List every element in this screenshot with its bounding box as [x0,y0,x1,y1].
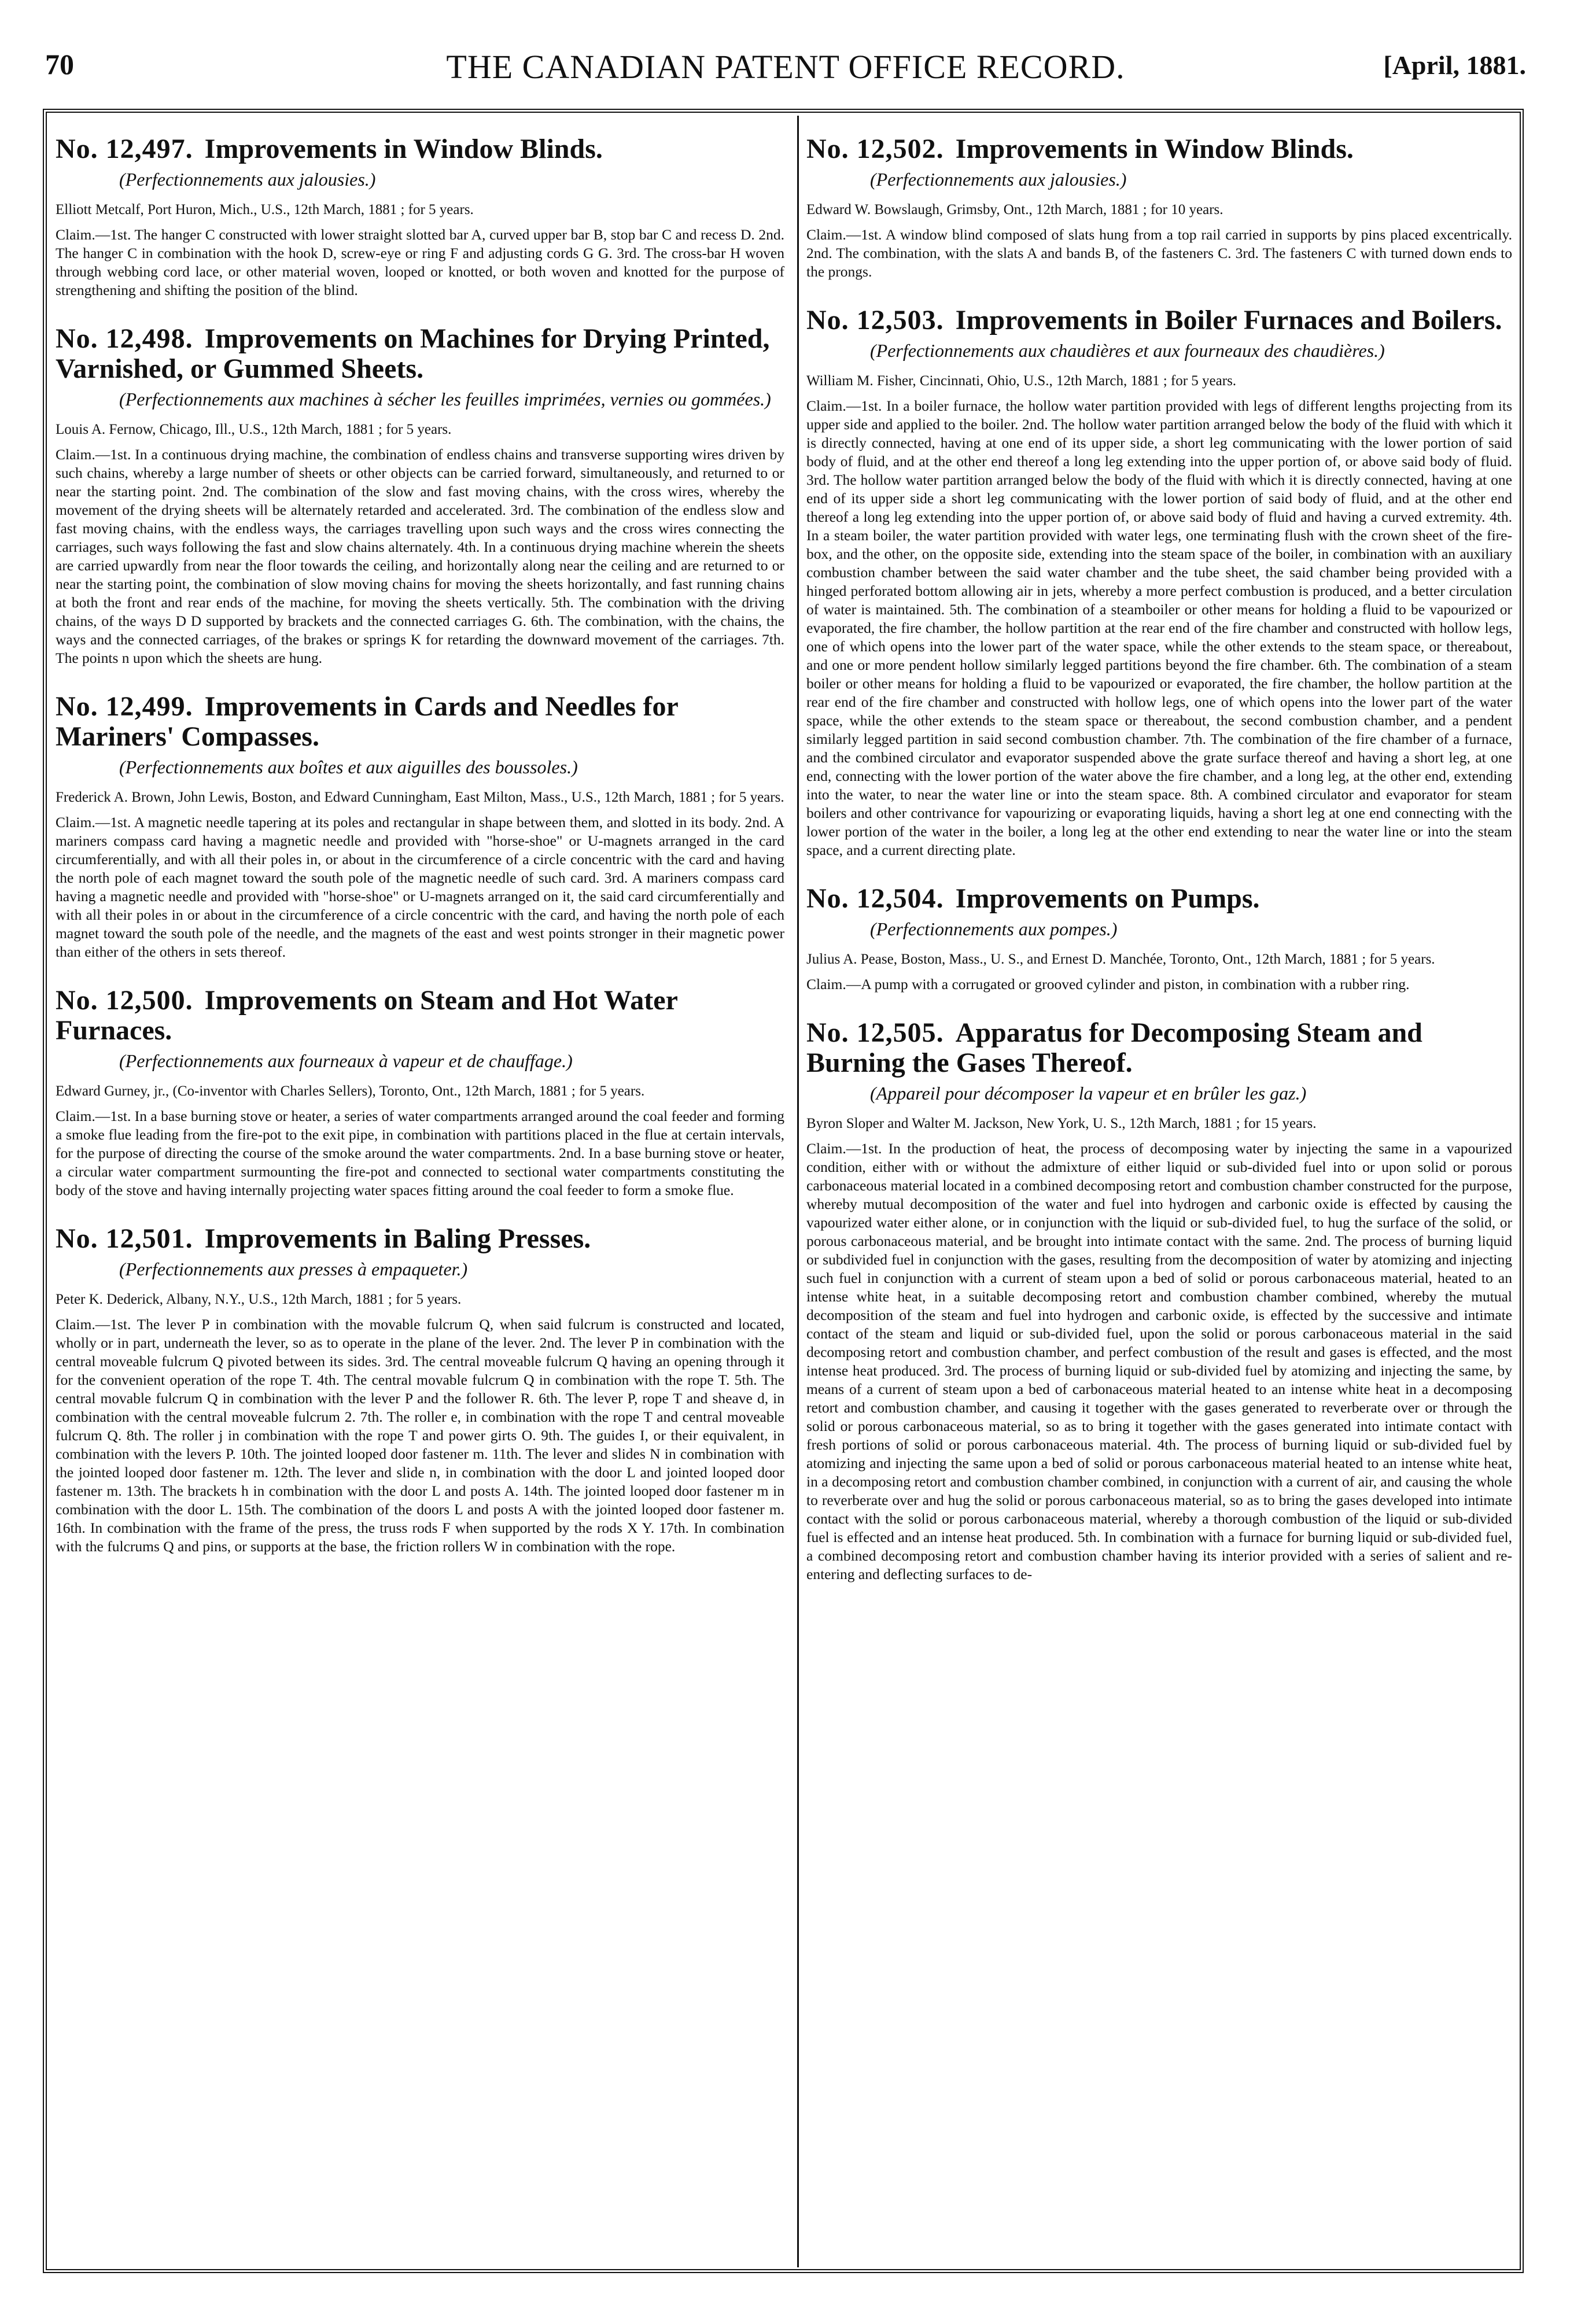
patent-inventor: Edward Gurney, jr., (Co-inventor with Charles Sellers), Toronto, Ont., 12th March, 1881 ; for 5 years. [56,1083,645,1099]
patent-title: Improvements in Cards and Needles for Mariners' Compasses. [56,691,678,752]
patent-number: No. 12,505. [806,1017,944,1048]
patent-inventor: Byron Sloper and Walter M. Jackson, New York, U. S., 12th March, 1881 ; for 15 years. [806,1116,1317,1131]
patent-entry-12499 [56,692,784,961]
patent-heading [806,305,1512,335]
patent-entry-12503 [806,305,1512,859]
patent-number: No. 12,501. [56,1223,193,1254]
patent-inventor: William M. Fisher, Cincinnati, Ohio, U.S., 12th March, 1881 ; for 5 years. [806,373,1237,389]
patent-heading [56,986,784,1046]
patent-title: Improvements on Steam and Hot Water Furnaces. [56,985,678,1046]
patent-claims: Claim.—1st. In a continuous drying machine, the combination of endless chains and transverse supporting wires driven by such chains, whereby a large number of sheets or other objects can be carried forward, simultaneously, and returned to or near the starting point. 2nd. The combination of the slow and fast moving chains, with the cross wires, whereby the movement of the drying sheets will be alternately retarded and accelerated. 3rd. The combination of the endless slow and fast moving chains, with the endless ways, the carriages travelling upon such ways and the cross wires connecting the carriages, such ways following the fast and slow chains alternately. 4th. In a continuous drying machine wherein the sheets are carried upwardly from near the floor towards the ceiling, and horizontally along near the ceiling and are returned to or near the starting point, the combination of slow moving chains for moving the sheets horizontally, and fast running chains at both the front and rear ends of the machine, for moving the sheets vertically. 5th. The combination with the driving chains, of the ways D D supported by brackets and the connected carriages G. 6th. The combination, with the chains, the ways and the connected carriages, of the brakes or springs K for retarding the downward movement of the carriages. 7th. The points n upon which the sheets are hung. [56,446,784,666]
patent-claims: Claim.—1st. The hanger C constructed with lower straight slotted bar A, curved upper bar B, stop bar C and recess D. 2nd. The hanger C in combination with the hook D, screw-eye or ring F and adjusting cords G G. 3rd. The cross-bar H woven through webbing cord lace, or other material woven, looped or knotted, or both woven and knotted for the purpose of strengthening and shifting the position of the blind. [56,226,784,298]
patent-title: Improvements on Machines for Drying Printed, Varnished, or Gummed Sheets. [56,323,770,384]
patent-inventor: Elliott Metcalf, Port Huron, Mich., U.S., 12th March, 1881 ; for 5 years. [56,202,474,217]
patent-french-title: (Perfectionnements aux boîtes et aux aiguilles des boussoles.) [119,757,578,777]
patent-french-title: (Perfectionnements aux machines à sécher les feuilles imprimées, vernies ou gommées.) [119,389,771,410]
patent-heading [56,1224,784,1254]
patent-title: Improvements on Pumps. [955,883,1260,914]
patent-title: Improvements in Window Blinds. [955,134,1354,164]
patent-french-title: (Perfectionnements aux jalousies.) [119,169,376,190]
patent-heading [56,692,784,752]
patent-entry-12505 [806,1018,1512,1584]
patent-number: No. 12,497. [56,134,193,164]
page-title: THE CANADIAN PATENT OFFICE RECORD. [446,48,1125,86]
patent-inventor: Edward W. Bowslaugh, Grimsby, Ont., 12th March, 1881 ; for 10 years. [806,202,1223,217]
page-number: 70 [45,48,74,80]
patent-entry-12498 [56,324,784,667]
patent-french-title: (Perfectionnements aux jalousies.) [870,169,1127,190]
patent-number: No. 12,502. [806,134,944,164]
right-column [806,134,1512,2263]
patent-french-title: (Perfectionnements aux pompes.) [870,918,1118,939]
patent-heading [56,324,784,384]
patent-claims: Claim.—1st. The lever P in combination with the movable fulcrum Q, when said fulcrum is constructed and located, wholly or in part, underneath the lever, so as to operate in the plane of the lever. 2nd. The lever P in combination with the central moveable fulcrum Q pivoted between its sides. 3rd. The central moveable fulcrum Q having an opening through it for the convenient operation of the rope T. 4th. The central movable fulcrum Q in combination with the rope T. 5th. The central movable fulcrum Q in combination with the lever P and the follower R. 6th. The lever P, rope T and sheave d, in combination with the central moveable fulcrum 2. 7th. The roller e, in combination with the rope T and central moveable fulcrum Q. 8th. The roller j in combination with the rope T and power girts O. 9th. The guides I, or their equivalent, in combination with the levers P. 10th. The jointed looped door fastener m. 11th. The lever and slides N in combination with the jointed looped door fastener m. 12th. The lever and slide n, in combination with the door L and jointed looped door fastener m. 13th. The brackets h in combination with the door L and posts A. 14th. The jointed looped door fastener m in combination with the door L. 15th. The combination of the doors L and posts A with the jointed looped door fastener m. 16th. In combination with the frame of the press, the truss rods F when supported by the rods X Y. 17th. In combination with the fulcrums Q and pins, or supports at the base, the friction rollers W in combination with the rope. [56,1316,784,1555]
patent-inventor: Louis A. Fernow, Chicago, Ill., U.S., 12th March, 1881 ; for 5 years. [56,422,452,437]
patent-claims: Claim.—1st. In a boiler furnace, the hollow water partition provided with legs of different lengths projecting from its upper side and applied to the boiler. 2nd. The hollow water partition arranged below the body of the fluid with which it is directly connected, having at one end of its upper side, a short leg communicating with the lower portion of said body of fluid, and at the other end thereof a long leg extending into the upper portion of, or above said body of fluid. 3rd. The hollow water partition arranged below the body of the fluid with which it is directly connected, having at one end of its upper side a short leg communicating with the lower portion of said body of fluid, and at the other end thereof a long leg extending into the upper portion of, or above said body of fluid and having a curved extremity. 4th. In a steam boiler, the water partition provided with water legs, one terminating flush with the crown sheet of the fire-box, and the other, on the opposite side, extending into the steam space of the boiler, in combination with an auxiliary combustion chamber between the said water chamber and the tube sheet, the said chamber being provided with a hinged perforated bottom allowing air in jets, whereby a more perfect combustion is produced, and a better circulation of water is maintained. 5th. The combination of a steamboiler or other means for holding a fluid to be vapourized or evaporated, the fire chamber, the hollow partition at the rear end of the fire chamber and constructed with hollow legs, one of which opens into the lower part of the water space, while the other extends to the steam space, or thereabout, and one or more pendent hollow similarly legged partitions beyond the fire chamber. 6th. The combination of a steam boiler or other means for holding a fluid to be vapourized or evaporated, the fire chamber, the hollow partition at the rear end of the fire chamber and constructed with hollow legs, one of which opens into the lower part of the water space, while the other extends to the steam space or thereabout, the second combustion chamber, and a pendent similarly legged partition in said second combustion chamber. 7th. The combination of the fire chamber of a furnace, and the combined circulator and evaporator suspended above the grate surface thereof and having a short leg, at one end, connecting with the lower portion of the water above the fire chamber, and a long leg, at the other end, extending into the water, to near the water line or into the steam space. 8th. A combined circulator and evaporator for steam boilers and other contrivance for vapourizing or evaporating liquids, having a short leg at one end connecting with the lower portion of the water in the boiler, a long leg at the other end extending to near the water line or into the steam space, and a current directing plate. [806,397,1512,858]
left-column [56,134,784,2263]
page-header [45,47,1526,99]
patent-french-title: (Perfectionnements aux presses à empaqueter.) [119,1259,468,1279]
patent-entry-12504 [806,884,1512,994]
patent-heading [806,884,1512,914]
patent-number: No. 12,504. [806,883,944,914]
patent-title: Improvements in Boiler Furnaces and Boilers. [955,305,1502,335]
patent-entry-12500 [56,986,784,1200]
patent-number: No. 12,499. [56,691,193,722]
patent-entry-12497 [56,134,784,300]
patent-inventor: Frederick A. Brown, John Lewis, Boston, and Edward Cunningham, East Milton, Mass., U.S., 12th March, 1881 ; for 5 years. [56,790,784,805]
patent-claims: Claim.—A pump with a corrugated or grooved cylinder and piston, in combination with a rubber ring. [806,976,1410,993]
patent-french-title: (Perfectionnements aux chaudières et aux fourneaux des chaudières.) [870,340,1385,361]
patent-claims: Claim.—1st. In a base burning stove or heater, a series of water compartments arranged around the coal feeder and forming a smoke flue leading from the fire-pot to the exit pipe, in combination with partitions placed in the flue at certain intervals, for the purpose of directing the course of the smoke around the water compartments. 2nd. In a base burning stove or heater, a circular water compartment surmounting the fire-pot and connected to sectional water compartments constituting the body of the stove and having internally projecting water spaces fitting around the coal feeder to form a smoke flue. [56,1108,784,1198]
issue-date: [April, 1881. [1383,50,1526,80]
patent-entry-12502 [806,134,1512,281]
patent-claims: Claim.—1st. A window blind composed of slats hung from a top rail carried in supports by pins placed excentrically. 2nd. The combination, with the slats A and bands B, of the fasteners C. 3rd. The fasteners C with turned down ends to the prongs. [806,226,1512,280]
patent-inventor: Peter K. Dederick, Albany, N.Y., U.S., 12th March, 1881 ; for 5 years. [56,1292,462,1307]
patent-number: No. 12,498. [56,323,193,354]
patent-title: Improvements in Window Blinds. [204,134,603,164]
patent-title: Apparatus for Decomposing Steam and Burning the Gases Thereof. [806,1017,1422,1078]
patent-number: No. 12,503. [806,305,944,335]
patent-number: No. 12,500. [56,985,193,1016]
patent-french-title: (Appareil pour décomposer la vapeur et en brûler les gaz.) [870,1083,1307,1104]
patent-french-title: (Perfectionnements aux fourneaux à vapeur et de chauffage.) [119,1050,573,1071]
patent-heading [806,1018,1512,1078]
patent-title: Improvements in Baling Presses. [204,1223,591,1254]
patent-heading [806,134,1512,164]
patent-claims: Claim.—1st. A magnetic needle tapering at its poles and rectangular in shape between them, and slotted in its body. 2nd. A mariners compass card having a magnetic needle and provided with "horse-shoe" or U-magnets arranged in the card circumferentially, and with all their poles in, or about in the circumference of a circle concentric with the card and having the north pole of each magnet toward the south pole of the magnetic needle of such card. 3rd. A mariners compass card having a magnetic needle and provided with "horse-shoe" or U-magnets arranged on it, the said card circumferentially and with all their poles in or about in the circumference of a circle concentric with the card, and having the north pole of each magnet toward the south pole of the needle, and the magnets of the east and west points stronger in their magnetic power than either of the others in sets thereof. [56,814,784,960]
patent-inventor: Julius A. Pease, Boston, Mass., U. S., and Ernest D. Manchée, Toronto, Ont., 12th March, 1881 ; for 5 years. [806,951,1435,967]
patent-entry-12501 [56,1224,784,1556]
column-divider [797,116,799,2267]
patent-claims: Claim.—1st. In the production of heat, the process of decomposing water by injecting the same in a vapourized condition, either with or without the admixture of either liquid or sub-divided fuel into or upon solid or porous carbonaceous material located in a combined decomposing retort and combustion chamber constructed for the purpose, whereby mutual decomposition of the water and fuel into hydrogen and carbonic oxide is effected by causing the vapourized water either alone, or in conjunction with the liquid or sub-divided fuel, to hug the surface of the solid, or porous carbonaceous material, and be brought into intimate contact with the same. 2nd. The process of burning liquid or subdivided fuel in conjunction with the gases, resulting from the decomposition of water by atomizing and injecting such fuel in conjunction with a current of steam upon a bed of solid or porous carbonaceous material, heated to an intense white heat, in a suitable decomposing retort and combustion chamber combined, whereby the mutual decomposition of the steam and fuel into hydrogen and carbonic oxide, is effected by the successive and intimate contact of the steam and liquid or sub-divided fuel, upon the solid or porous carbonaceous material in the said decomposing retort and combustion chamber, and perfect combustion of the result and gases is effected, and the most intense heat produced. 3rd. The process of burning liquid or sub-divided fuel by atomizing and injecting the same, by means of a current of steam upon a bed of carbonaceous material heated to an intense white heat in a decomposing retort and combustion chamber, and causing it together with the gases generated to reverberate over or through the solid or porous carbonaceous material, so as to bring it together with the gases generated into intimate contact with fresh portions of solid or porous carbonaceous material. 4th. The process of burning liquid or sub-divided fuel by atomizing and injecting the same upon a bed of solid or porous carbonaceous material heated to an intense white heat, in a decomposing retort and combustion chamber combined, in conjunction with a current of air, and causing the whole to reverberate over and hug the solid or porous carbonaceous material, so as to bring the gases developed into intimate contact with the solid or porous carbonaceous material, whereby a thorough combustion of the liquid or sub-divided fuel is effected and an intense heat produced. 5th. In combination with a furnace for burning liquid or sub-divided fuel, a combined decomposing retort and combustion chamber having its interior provided with a series of salient and re-entering and deflecting surfaces to de- [806,1140,1512,1582]
patent-heading [56,134,784,164]
